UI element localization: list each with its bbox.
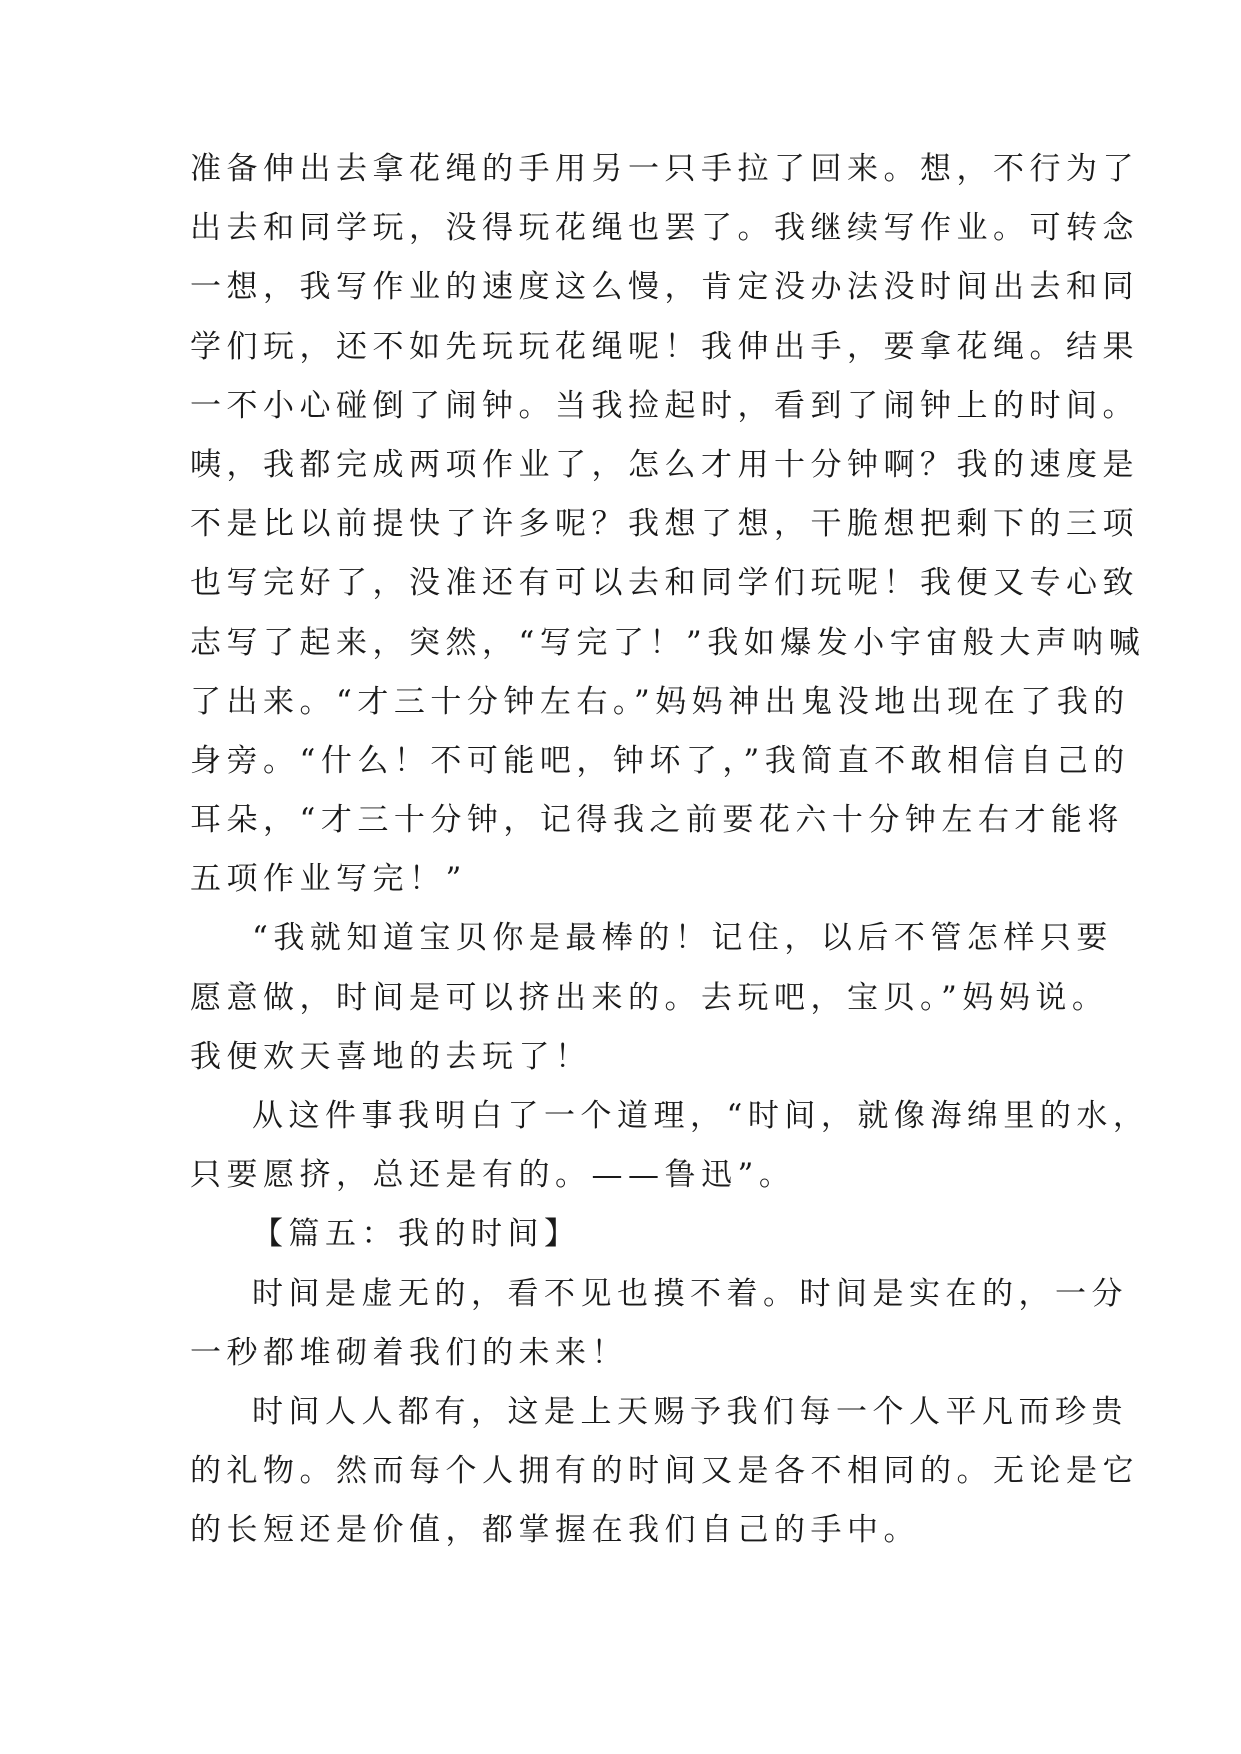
text-line: 不是比以前提快了许多呢？我想了想，干脆想把剩下的三项 xyxy=(190,506,1139,543)
text-line: 出去和同学玩，没得玩花绳也罢了。我继续写作业。可转念 xyxy=(190,210,1139,247)
text-line: 的长短还是价值，都掌握在我们自己的手中。 xyxy=(190,1512,920,1549)
text-line: 一想，我写作业的速度这么慢，肯定没办法没时间出去和同 xyxy=(190,269,1139,306)
text-line: 一秒都堆砌着我们的未来！ xyxy=(190,1334,628,1371)
text-line: 耳朵，“才三十分钟，记得我之前要花六十分钟左右才能将 xyxy=(190,802,1124,839)
paragraph-first-line: 时间人人都有，这是上天赐予我们每一个人平凡而珍贵 xyxy=(252,1393,1128,1430)
paragraph-first-line: “我就知道宝贝你是最棒的！记住，以后不管怎样只要 xyxy=(252,920,1113,957)
text-line: 身旁。“什么！不可能吧，钟坏了，”我简直不敢相信自己的 xyxy=(190,742,1130,779)
text-line: 的礼物。然而每个人拥有的时间又是各不相同的。无论是它 xyxy=(190,1453,1139,1490)
text-line: 愿意做，时间是可以挤出来的。去玩吧，宝贝。”妈妈说。 xyxy=(190,979,1109,1016)
document-page xyxy=(190,140,1150,1561)
paragraph-first-line: 从这件事我明白了一个道理，“时间，就像海绵里的水， xyxy=(252,1098,1150,1134)
text-line: 也写完好了，没准还有可以去和同学们玩呢！我便又专心致 xyxy=(190,565,1139,602)
text-line: 只要愿挤，总还是有的。——鲁迅”。 xyxy=(190,1157,796,1194)
text-line: 准备伸出去拿花绳的手用另一只手拉了回来。想，不行为了 xyxy=(190,151,1139,187)
text-line: 五项作业写完！” xyxy=(190,861,467,898)
text-line: 了出来。“才三十分钟左右。”妈妈神出鬼没地出现在了我的 xyxy=(190,683,1130,720)
text-line: 学们玩，还不如先玩玩花绳呢！我伸出手，要拿花绳。结果 xyxy=(190,328,1139,365)
text-line: 一不小心碰倒了闹钟。当我捡起时，看到了闹钟上的时间。 xyxy=(190,387,1139,424)
text-line: 咦，我都完成两项作业了，怎么才用十分钟啊？我的速度是 xyxy=(190,446,1139,483)
text-line: 志写了起来，突然，“写完了！”我如爆发小宇宙般大声呐喊 xyxy=(190,624,1146,661)
section-heading: 【篇五：我的时间】 xyxy=(252,1216,581,1253)
paragraph-first-line: 时间是虚无的，看不见也摸不着。时间是实在的，一分 xyxy=(252,1275,1128,1312)
text-line: 我便欢天喜地的去玩了！ xyxy=(190,1038,592,1075)
